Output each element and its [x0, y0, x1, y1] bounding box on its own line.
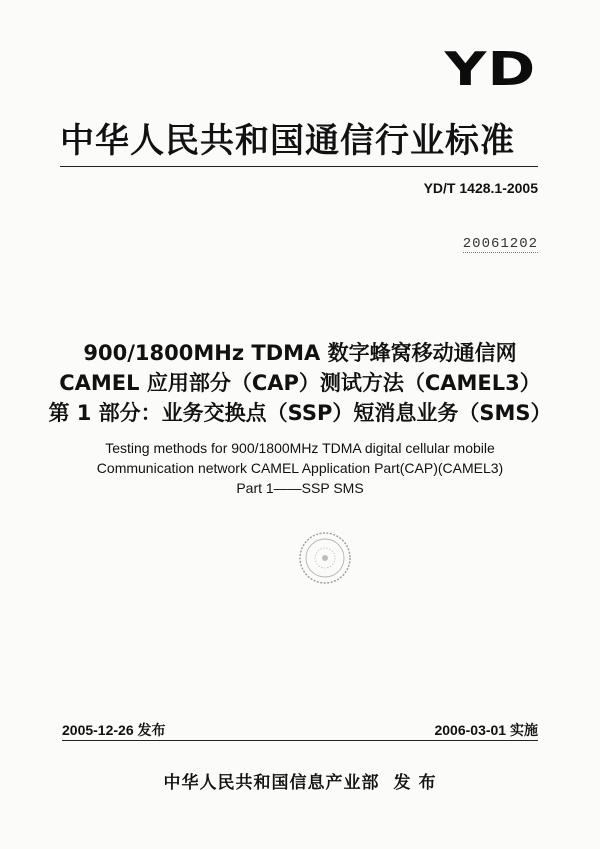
standard-number: YD/T 1428.1-2005	[423, 180, 538, 196]
chinese-title-line-2: CAMEL 应用部分（CAP）测试方法（CAMEL3）	[59, 371, 541, 395]
implementation-date: 2006-03-01 实施	[434, 722, 538, 738]
chinese-title-line-3: 第 1 部分：业务交换点（SSP）短消息业务（SMS）	[48, 401, 552, 425]
english-title	[30, 438, 570, 498]
issue-date: 2005-12-26 发布	[62, 722, 166, 738]
header-divider	[60, 166, 538, 167]
chinese-title-line-1: 900/1800MHz TDMA 数字蜂窝移动通信网	[83, 341, 517, 365]
chinese-title	[30, 338, 570, 428]
english-title-line-1: Testing methods for 900/1800MHz TDMA digital cellular mobile	[105, 440, 495, 456]
footer-divider	[62, 740, 538, 741]
english-title-line-2: Communication network CAMEL Application Part(CAP)(CAMEL3)	[96, 460, 504, 476]
standard-category-title: 中华人民共和国通信行业标准	[60, 121, 515, 161]
issuer-name: 中华人民共和国信息产业部	[163, 773, 380, 793]
seal-stamp-icon	[297, 530, 353, 586]
issuer-verb: 发 布	[393, 773, 437, 793]
yd-logo: YD	[444, 42, 536, 96]
registration-number: 20061202	[462, 236, 538, 252]
issuer-line	[0, 768, 600, 793]
english-title-line-3: Part 1——SSP SMS	[236, 480, 364, 496]
